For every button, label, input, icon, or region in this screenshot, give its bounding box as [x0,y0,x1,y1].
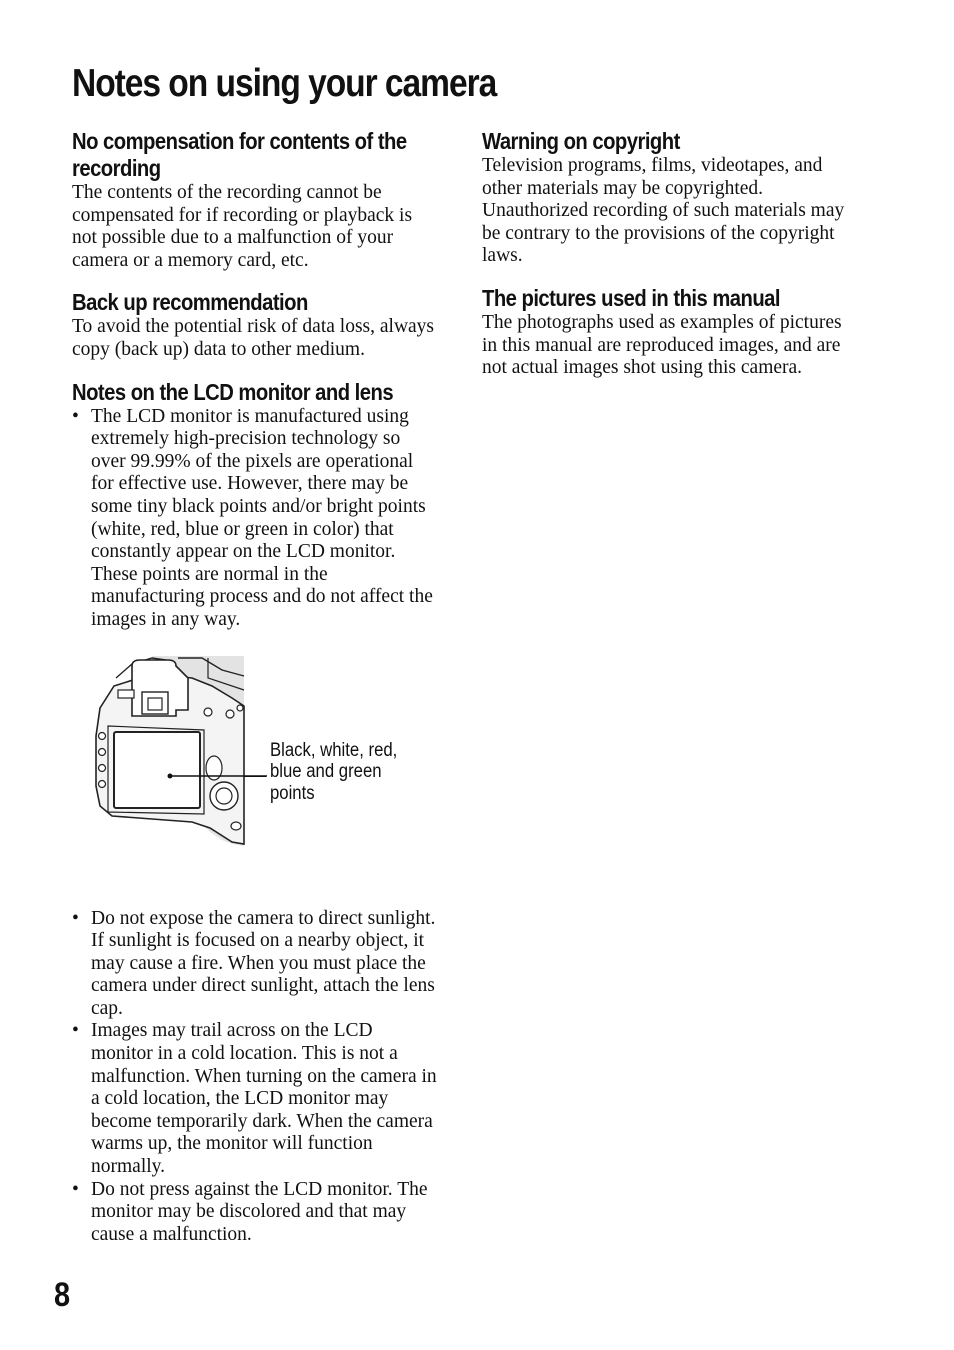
section-body: The contents of the recording cannot be compensated for if recording or playback is not possible due to a malfunction of your camera or a memory card, etc. [72,182,413,271]
page-number: 8 [54,1276,71,1314]
pointer-line [244,776,266,777]
camera-lcd-figure [72,646,437,908]
bullet-mark: • [72,1020,79,1042]
section-pictures [482,285,852,380]
bullet-text: Do not expose the camera to direct sunlight. If sunlight is focused on a nearby object, it may cause a fire. When you must place the camera under direct sunlight, attach the lens cap. [91,907,436,1019]
left-column [72,128,437,1263]
bullet-text: The LCD monitor is manufactured using extremely high-precision technology so over 99.99% of the pixels are operational for effective use. However, there may be some tiny black points and/or bright points (white, red, blue or green in color) that constantly appear on the LCD monitor. These points are normal in the manufacturing process and do not affect the images in any way. [91,405,433,630]
bullet-text: Images may trail across on the LCD monitor in a cold location. This is not a malfunction. When turning on the camera in a cold location, the LCD monitor may become temporarily dark. When the camera warms up, the monitor will function normally. [91,1020,437,1178]
camera-back-illustration [92,656,267,846]
section-copyright [482,128,852,268]
bullet-mark: • [72,405,79,427]
figure-label: Black, white, red, blue and green points [270,739,398,804]
section-heading: No compensation for contents of the recording [72,128,407,181]
section-body: The photographs used as examples of pictures in this manual are reproduced images, and are not actual images shot using this camera. [482,311,842,379]
section-heading: Back up recommendation [72,289,308,316]
section-body: To avoid the potential risk of data loss, always copy (back up) data to other medium. [72,316,435,360]
page-title: Notes on using your camera [72,62,497,105]
bullet-item [72,908,437,1021]
bullet-text: Do not press against the LCD monitor. The monitor may be discolored and that may cause a malfunction. [91,1178,428,1245]
bullet-item [72,406,437,632]
section-heading: Notes on the LCD monitor and lens [72,378,394,405]
bullet-mark: • [72,907,79,929]
bullet-item [72,1020,437,1178]
section-heading: The pictures used in this manual [482,284,781,311]
section-no-compensation [72,128,437,272]
section-heading: Warning on copyright [482,128,680,154]
section-backup [72,289,437,361]
bullet-item [72,1179,437,1247]
bullet-mark: • [72,1178,79,1200]
section-body: Television programs, films, videotapes, and other materials may be copyrighted. Unauthorized recording of such materials may be contrary to the provisions of the copyright laws. [482,155,845,267]
section-lcd-notes [72,379,437,1247]
right-column [482,128,852,397]
